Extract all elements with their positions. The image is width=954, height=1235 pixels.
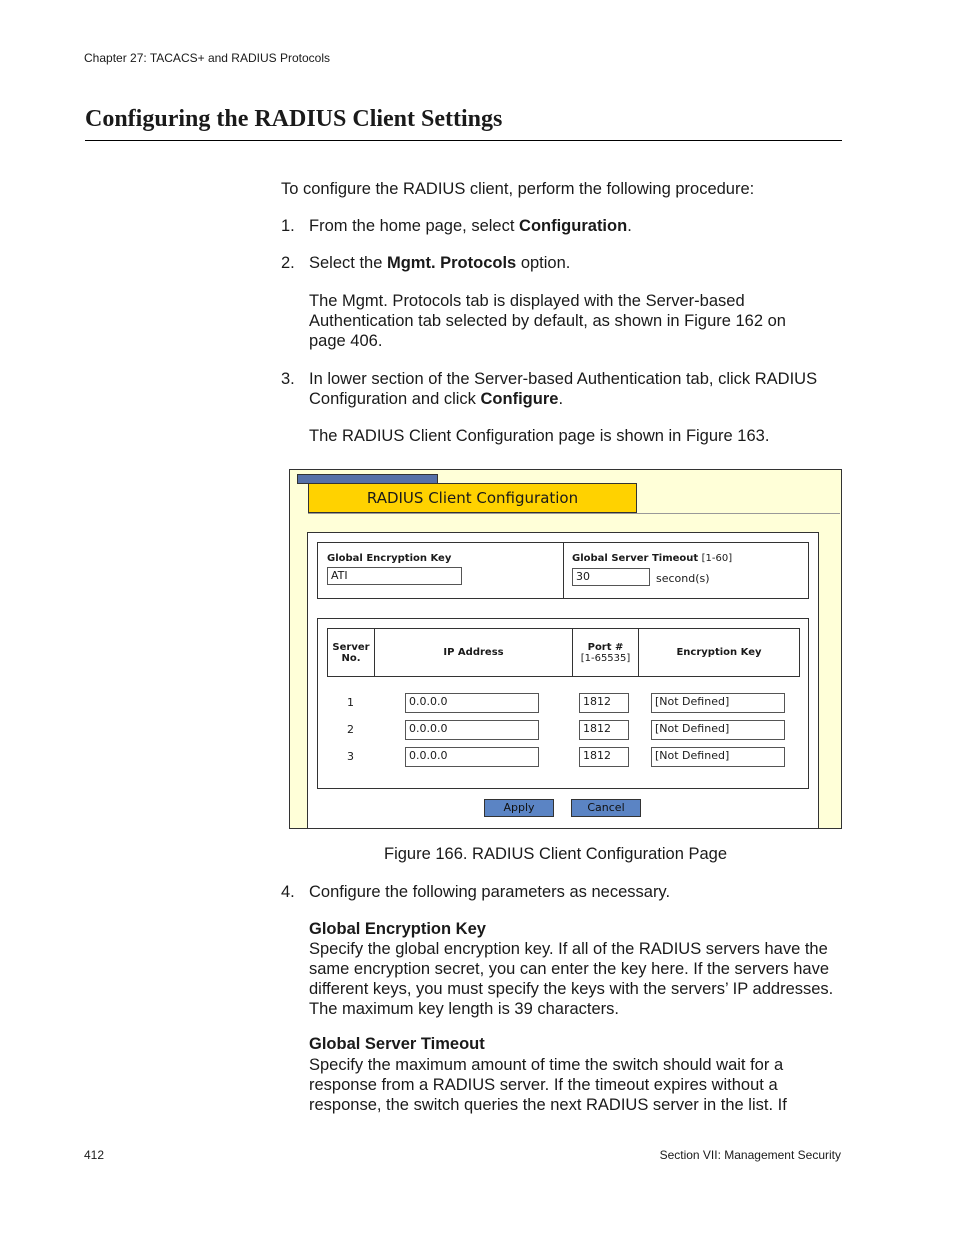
servers-table-header [327,628,800,677]
server-3-port-input[interactable]: 1812 [579,747,629,767]
tab-divider [308,513,840,514]
page-title: Configuring the RADIUS Client Settings [85,106,503,132]
server-3-key-input[interactable]: [Not Defined] [651,747,785,767]
global-settings-box [317,542,809,599]
col-port: Port # [1-65535] [573,629,639,676]
step-2-text: Select the Mgmt. Protocols option. [309,254,571,272]
global-settings-divider [563,543,564,598]
param-global-encryption-key-body: Specify the global encryption key. If all of the RADIUS servers have the same encryption secret, you can enter the key here. If the servers have different keys, you must specify the keys with the servers’ IP addresses. The maximum key length is 39 characters. [309,940,834,1018]
cancel-button[interactable]: Cancel [571,799,641,817]
server-2-key-input[interactable]: [Not Defined] [651,720,785,740]
param-global-encryption-key-title: Global Encryption Key [309,920,486,938]
param-global-server-timeout-title: Global Server Timeout [309,1035,485,1053]
col-encryption-key: Encryption Key [676,647,762,658]
server-2-port-input[interactable]: 1812 [579,720,629,740]
apply-button[interactable]: Apply [484,799,554,817]
server-1-ip-input[interactable]: 0.0.0.0 [405,693,539,713]
figure-caption: Figure 166. RADIUS Client Configuration Page [384,845,728,863]
servers-box [317,618,809,789]
server-no-3: 3 [347,750,354,763]
step-1-number: 1. [281,217,295,235]
global-server-timeout-input[interactable]: 30 [572,568,650,586]
col-server-no: Server No. [328,629,375,676]
intro-text: To configure the RADIUS client, perform the following procedure: [281,180,755,198]
global-encryption-key-label: Global Encryption Key [327,553,452,564]
param-global-server-timeout-body: Specify the maximum amount of time the switch should wait for a response from a RADIUS server. If the timeout expires without a response, the switch queries the next RADIUS server in the list. If [309,1056,787,1114]
config-panel [307,532,819,829]
step-4-text: Configure the following parameters as necessary. [309,883,671,901]
step-3-note: The RADIUS Client Configuration page is shown in Figure 163. [309,427,770,445]
tab-radius-client-configuration[interactable]: RADIUS Client Configuration [308,483,637,513]
step-2-note: The Mgmt. Protocols tab is displayed with the Server-based Authentication tab selected by default, as shown in Figure 162 on page 406. [309,292,786,350]
global-encryption-key-input[interactable]: ATI [327,567,462,585]
server-no-2: 2 [347,723,354,736]
page-number: 412 [84,1148,105,1162]
running-header: Chapter 27: TACACS+ and RADIUS Protocols [84,51,330,65]
step-1-text: From the home page, select Configuration. [309,217,632,235]
step-3-text: In lower section of the Server-based Authentication tab, click RADIUS Configuration and click Configure. [309,370,818,408]
step-4-number: 4. [281,883,295,901]
step-2-number: 2. [281,254,295,272]
server-2-ip-input[interactable]: 0.0.0.0 [405,720,539,740]
section-footer: Section VII: Management Security [659,1148,841,1162]
radius-config-screenshot [289,469,842,829]
title-rule [85,140,842,141]
step-3-number: 3. [281,370,295,388]
timeout-unit-label: second(s) [656,572,710,585]
server-1-key-input[interactable]: [Not Defined] [651,693,785,713]
global-server-timeout-label: Global Server Timeout [1-60] [572,553,733,564]
server-no-1: 1 [347,696,354,709]
server-3-ip-input[interactable]: 0.0.0.0 [405,747,539,767]
server-1-port-input[interactable]: 1812 [579,693,629,713]
col-ip-address: IP Address [375,629,573,676]
